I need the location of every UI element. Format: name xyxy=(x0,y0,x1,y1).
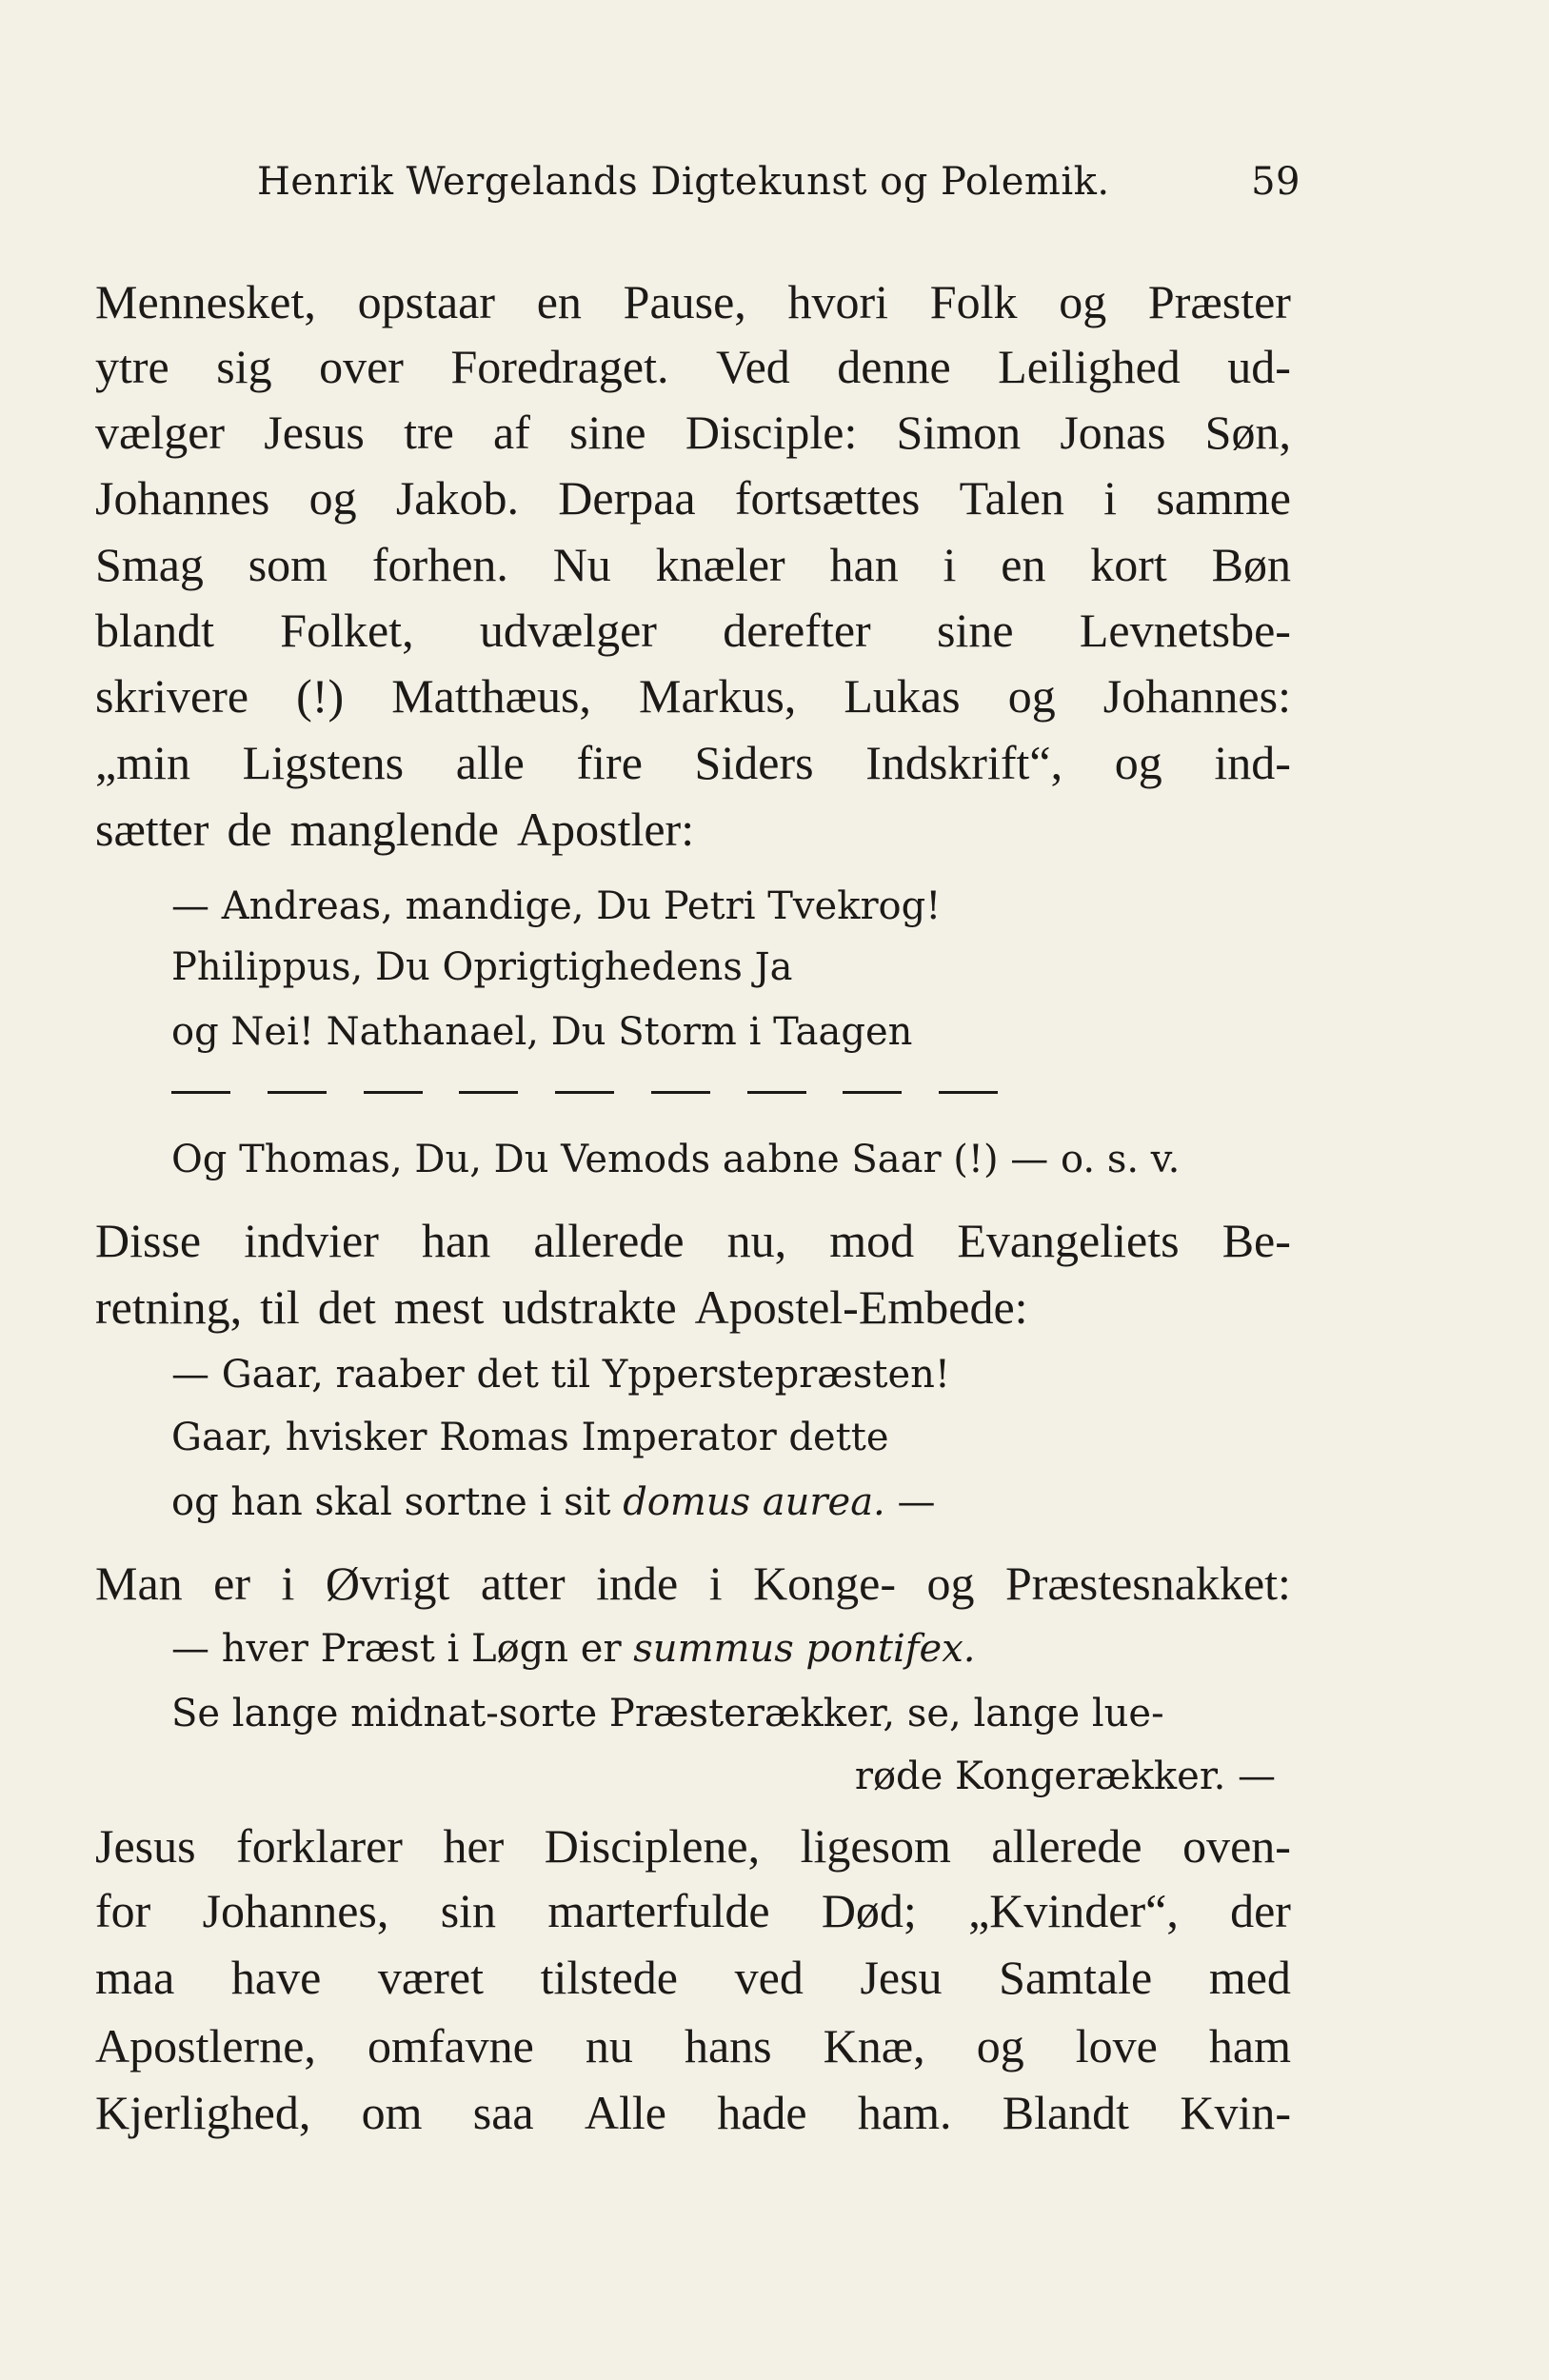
word: Johannes xyxy=(95,471,270,525)
word: Apostlerne, xyxy=(95,2019,316,2073)
text-line xyxy=(95,335,1291,398)
word: inde xyxy=(596,1557,679,1610)
verse-text: — xyxy=(897,1480,936,1524)
word: Blandt xyxy=(1002,2086,1130,2139)
text-line xyxy=(95,2014,1291,2077)
word: Simon xyxy=(896,406,1022,459)
word: maa xyxy=(95,1951,175,2004)
word: ved xyxy=(734,1951,804,2004)
word: Knæ, xyxy=(823,2019,925,2073)
verse-line: Gaar, hvisker Romas Imperator dette xyxy=(171,1416,889,1459)
word: Jesu xyxy=(860,1951,943,2004)
word: vælger xyxy=(95,406,226,459)
word: i xyxy=(1103,471,1118,525)
word: Disciplene, xyxy=(544,1819,761,1873)
word: marterfulde xyxy=(547,1884,770,1937)
text-line xyxy=(95,1946,1291,2009)
verse-text: — hver Præst i Løgn er xyxy=(171,1627,622,1671)
running-title: Henrik Wergelands Digtekunst og Polemik. xyxy=(257,160,1110,204)
word: en xyxy=(536,275,582,328)
verse-line: Og Thomas, Du, Du Vemods aabne Saar (!) — o. s. v. xyxy=(171,1138,1181,1181)
word: og xyxy=(1007,669,1056,723)
word: ind- xyxy=(1214,736,1291,789)
word: derefter xyxy=(723,604,871,657)
word: Nu xyxy=(552,538,611,591)
word: Konge- xyxy=(753,1557,897,1610)
word: Samtale xyxy=(999,1951,1153,2004)
ellipsis-dashes xyxy=(171,1091,998,1099)
word: hvori xyxy=(787,275,889,328)
verse-text: og han skal sortne i sit xyxy=(171,1480,611,1524)
word: oven- xyxy=(1182,1819,1291,1873)
word: over xyxy=(319,340,404,393)
verse-line: og Nei! Nathanael, Du Storm i Taagen xyxy=(171,1010,913,1054)
word: knæler xyxy=(655,538,785,591)
word: forhen. xyxy=(371,538,508,591)
word: Siders xyxy=(694,736,814,789)
text-line xyxy=(95,1276,1291,1339)
word: som xyxy=(248,538,328,591)
word: ytre xyxy=(95,340,169,393)
word: forklarer xyxy=(236,1819,403,1873)
word: Indskrift“, xyxy=(865,736,1063,789)
word: Bøn xyxy=(1211,538,1291,591)
word: samme xyxy=(1156,471,1291,525)
word: saa xyxy=(472,2086,534,2139)
word: han xyxy=(422,1214,491,1267)
running-head xyxy=(257,158,1301,206)
word: i xyxy=(281,1557,295,1610)
verse-line: røde Kongerækker. — xyxy=(854,1755,1276,1798)
word: i xyxy=(943,538,957,591)
word: denne xyxy=(837,340,951,393)
word: Johannes, xyxy=(202,1884,389,1937)
latin-phrase: domus aurea. xyxy=(623,1480,885,1524)
word: udstrakte xyxy=(502,1280,677,1334)
word: Levnetsbe- xyxy=(1079,604,1291,657)
word: kort xyxy=(1090,538,1167,591)
word: alle xyxy=(455,736,525,789)
word: love xyxy=(1075,2019,1158,2073)
page-number: 59 xyxy=(1251,160,1301,204)
word: Apostel-Embede: xyxy=(694,1280,1028,1334)
text-line xyxy=(95,466,1291,529)
text-line xyxy=(95,401,1291,464)
word: indvier xyxy=(244,1214,379,1267)
word: Ligstens xyxy=(242,736,405,789)
word: Søn, xyxy=(1204,406,1291,459)
word: Jakob. xyxy=(395,471,519,525)
word: „Kvinder“, xyxy=(968,1884,1179,1937)
word: Apostler: xyxy=(517,803,695,856)
word: Leilighed xyxy=(998,340,1181,393)
word: hans xyxy=(684,2019,772,2073)
word: atter xyxy=(480,1557,566,1610)
word: ligesom xyxy=(800,1819,951,1873)
text-line xyxy=(95,599,1291,662)
text-line xyxy=(95,731,1291,794)
word: er xyxy=(213,1557,250,1610)
word: opstaar xyxy=(357,275,495,328)
word: Præstesnakket: xyxy=(1004,1557,1291,1610)
word: de xyxy=(227,803,272,856)
text-line xyxy=(95,798,1291,861)
word: Man xyxy=(95,1557,183,1610)
word: og xyxy=(1059,275,1107,328)
word: omfavne xyxy=(367,2019,534,2073)
word: mod xyxy=(829,1214,915,1267)
word: tilstede xyxy=(540,1951,679,2004)
word: været xyxy=(377,1951,484,2004)
text-line xyxy=(95,664,1291,727)
verse-line xyxy=(171,1476,1291,1529)
word: der xyxy=(1230,1884,1291,1937)
word: mest xyxy=(393,1280,485,1334)
word: og xyxy=(926,1557,975,1610)
word: sine xyxy=(936,604,1014,657)
latin-phrase: summus pontifex. xyxy=(633,1627,976,1671)
word: Alle xyxy=(584,2086,666,2139)
verse-line: — Andreas, mandige, Du Petri Tvekrog! xyxy=(171,884,942,928)
word: Kjerlighed, xyxy=(95,2086,311,2139)
word: „min xyxy=(95,736,190,789)
word: allerede xyxy=(991,1819,1142,1873)
word: i xyxy=(708,1557,723,1610)
word: Kvin- xyxy=(1180,2086,1291,2139)
word: Jesus xyxy=(95,1819,196,1873)
word: her xyxy=(443,1819,505,1873)
word: med xyxy=(1208,1951,1291,2004)
text-line xyxy=(95,1815,1291,1877)
word: Matthæus, xyxy=(391,669,591,723)
word: nu xyxy=(585,2019,633,2073)
word: en xyxy=(1001,538,1046,591)
word: Pause, xyxy=(623,275,746,328)
word: Folket, xyxy=(280,604,414,657)
word: Død; xyxy=(821,1884,917,1937)
word: Foredraget. xyxy=(450,340,669,393)
word: Evangeliets xyxy=(957,1214,1180,1267)
word: det xyxy=(317,1280,376,1334)
word: og xyxy=(976,2019,1024,2073)
word: til xyxy=(260,1280,300,1334)
word: Johannes: xyxy=(1102,669,1291,723)
word: Be- xyxy=(1221,1214,1291,1267)
word: tre xyxy=(404,406,454,459)
word: Derpaa xyxy=(558,471,696,525)
word: han xyxy=(829,538,899,591)
word: nu, xyxy=(726,1214,787,1267)
word: Mennesket, xyxy=(95,275,316,328)
word: ham xyxy=(1208,2019,1291,2073)
word: Ved xyxy=(716,340,790,393)
word: om xyxy=(361,2086,423,2139)
word: Disse xyxy=(95,1214,202,1267)
word: og xyxy=(1114,736,1162,789)
word: ham. xyxy=(857,2086,952,2139)
text-line xyxy=(95,270,1291,333)
text-line xyxy=(95,1209,1291,1272)
word: af xyxy=(493,406,530,459)
verse-line: Philippus, Du Oprigtighedens Ja xyxy=(171,945,793,989)
word: Smag xyxy=(95,538,204,591)
word: Markus, xyxy=(639,669,797,723)
verse-line xyxy=(171,1622,1291,1676)
verse-line: — Gaar, raaber det til Ypperstepræsten! xyxy=(171,1353,951,1397)
word: og xyxy=(308,471,357,525)
word: Disciple: xyxy=(685,406,858,459)
word: Jonas xyxy=(1060,406,1166,459)
word: Talen xyxy=(959,471,1064,525)
word: (!) xyxy=(296,669,345,723)
word: udvælger xyxy=(479,604,657,657)
word: allerede xyxy=(533,1214,685,1267)
word: blandt xyxy=(95,604,214,657)
text-line xyxy=(95,2081,1291,2144)
word: ud- xyxy=(1227,340,1291,393)
word: sine xyxy=(569,406,646,459)
word: fire xyxy=(576,736,643,789)
word: skrivere xyxy=(95,669,249,723)
word: Lukas xyxy=(844,669,961,723)
word: for xyxy=(95,1884,151,1937)
text-line xyxy=(95,1879,1291,1942)
word: Jesus xyxy=(264,406,365,459)
word: retning, xyxy=(95,1280,243,1334)
word: have xyxy=(230,1951,322,2004)
word: hade xyxy=(717,2086,807,2139)
word: Øvrigt xyxy=(325,1557,450,1610)
word: sig xyxy=(216,340,272,393)
word: sin xyxy=(440,1884,497,1937)
word: Præster xyxy=(1147,275,1291,328)
text-line xyxy=(95,1552,1291,1615)
word: Folk xyxy=(929,275,1018,328)
verse-line: Se lange midnat-sorte Præsterækker, se, lange lue- xyxy=(171,1692,1164,1735)
word: fortsættes xyxy=(734,471,921,525)
word: sætter xyxy=(95,803,209,856)
text-line xyxy=(95,533,1291,596)
word: manglende xyxy=(289,803,500,856)
